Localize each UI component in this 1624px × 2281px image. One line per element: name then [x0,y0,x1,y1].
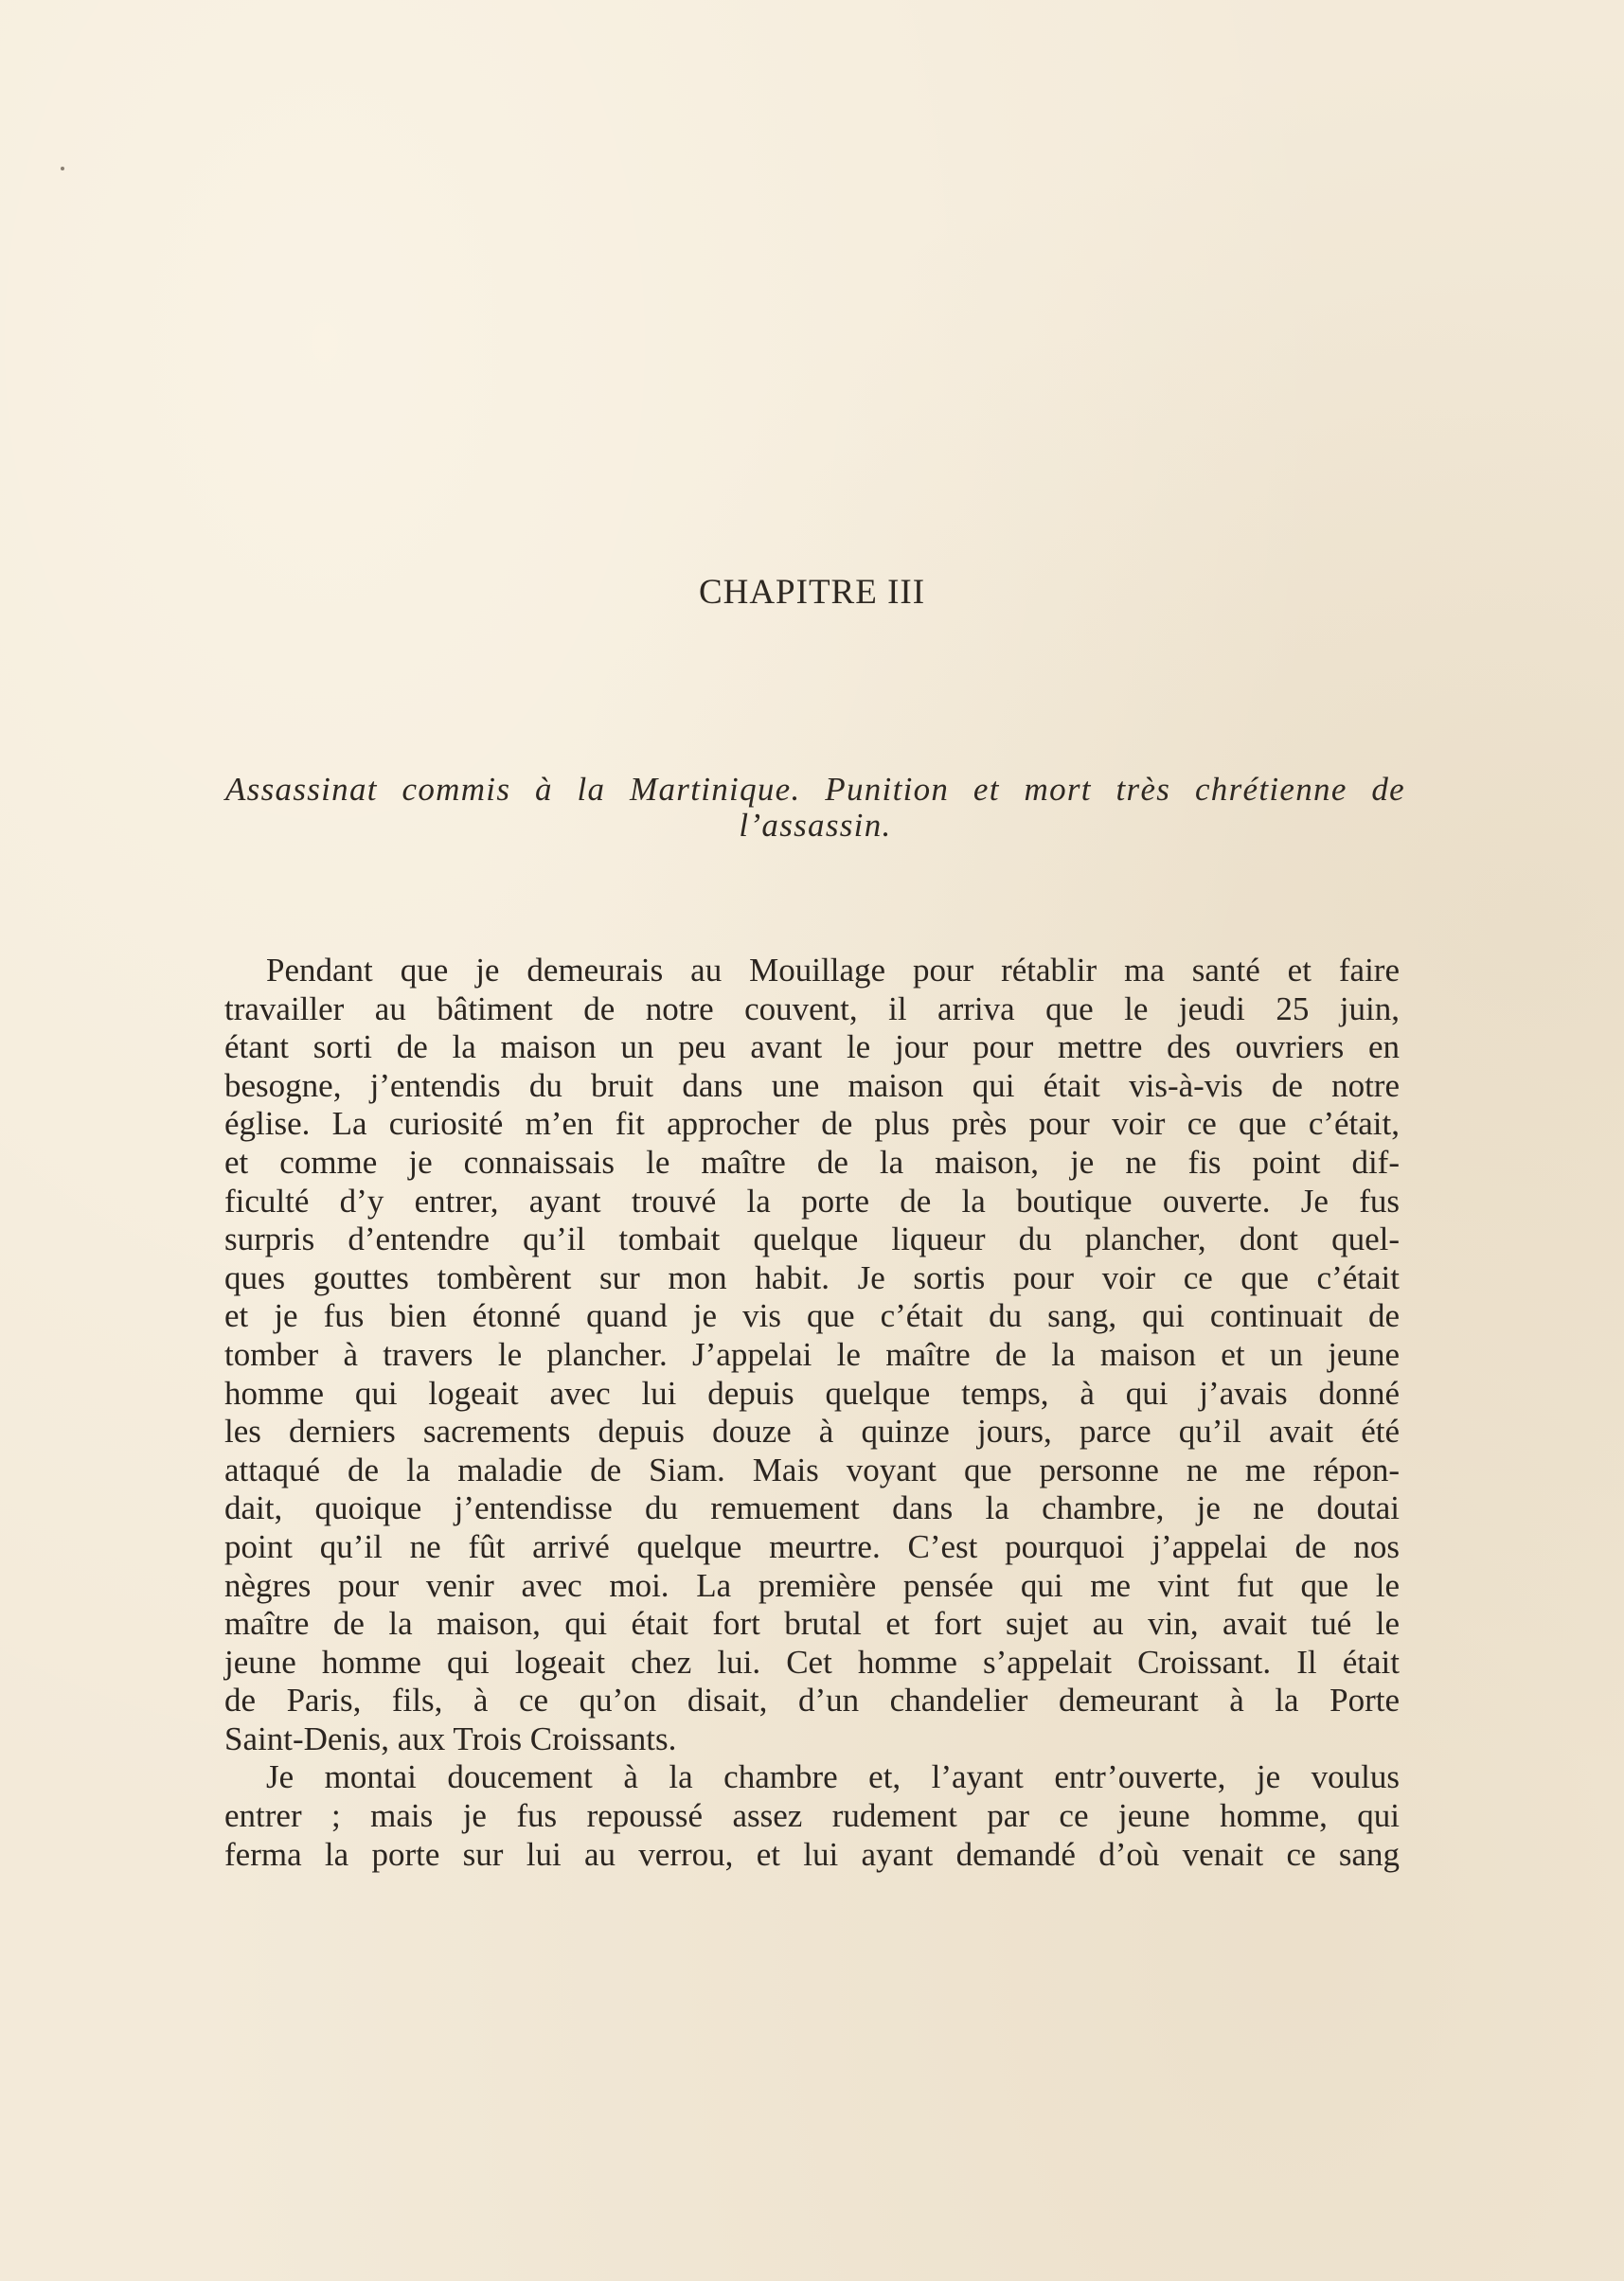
body-text [224,952,1400,1874]
chapter-subtitle [225,772,1405,844]
text-line: ficulté d’y entrer, ayant trouvé la porte de la boutique ouverte. Je fus [224,1182,1400,1220]
text-line: et comme je connaissais le maître de la maison, je ne fis point dif- [224,1143,1400,1181]
text-line: homme qui logeait avec lui depuis quelque temps, à qui j’avais donné [224,1374,1400,1412]
text-line: de Paris, fils, à ce qu’on disait, d’un chandelier demeurant à la Porte [224,1682,1400,1720]
text-line: Pendant que je demeurais au Mouillage pour rétablir ma santé et faire [266,952,1400,989]
text-line: maître de la maison, qui était fort brutal et fort sujet au vin, avait tué le [224,1605,1400,1643]
text-line: et je fus bien étonné quand je vis que c’était du sang, qui continuait de [224,1297,1400,1335]
text-line: ques gouttes tombèrent sur mon habit. Je sortis pour voir ce que c’était [224,1258,1400,1296]
text-line: surpris d’entendre qu’il tombait quelque liqueur du plancher, dont quel- [224,1221,1400,1258]
text-line: dait, quoique j’entendisse du remuement dans la chambre, je ne doutai [224,1489,1400,1527]
text-line: point qu’il ne fût arrivé quelque meurtre. C’est pourquoi j’appelai de nos [224,1527,1400,1565]
paper-speck [61,167,64,170]
text-line: Je montai doucement à la chambre et, l’ayant entr’ouverte, je voulus [266,1758,1400,1796]
text-line: les derniers sacrements depuis douze à quinze jours, parce qu’il avait été [224,1413,1400,1451]
paragraph [224,952,1400,1758]
text-line: église. La curiosité m’en fit approcher de plus près pour voir ce que c’était, [224,1105,1400,1143]
text-line: entrer ; mais je fus repoussé assez rudement par ce jeune homme, qui [224,1797,1400,1835]
text-line: attaqué de la maladie de Siam. Mais voyant que personne ne me répon- [224,1451,1400,1488]
paragraph [224,1758,1400,1874]
chapter-heading: CHAPITRE III [698,573,926,612]
text-line: nègres pour venir avec moi. La première pensée qui me vint fut que le [224,1566,1400,1604]
text-line: tomber à travers le plancher. J’appelai le maître de la maison et un jeune [224,1335,1400,1373]
subtitle-line: Assassinat commis à la Martinique. Punition et mort très chrétienne de [225,771,1405,808]
text-line: travailler au bâtiment de notre couvent, il arriva que le jeudi 25 juin, [224,989,1400,1027]
text-line: étant sorti de la maison un peu avant le jour pour mettre des ouvriers en [224,1028,1400,1066]
text-line: ferma la porte sur lui au verrou, et lui ayant demandé d’où venait ce sang [224,1835,1400,1873]
text-line: besogne, j’entendis du bruit dans une maison qui était vis-à-vis de notre [224,1066,1400,1104]
text-line: jeune homme qui logeait chez lui. Cet homme s’appelait Croissant. Il était [224,1643,1400,1681]
subtitle-line: l’assassin. [739,807,892,844]
text-line: Saint-Denis, aux Trois Croissants. [224,1720,677,1757]
